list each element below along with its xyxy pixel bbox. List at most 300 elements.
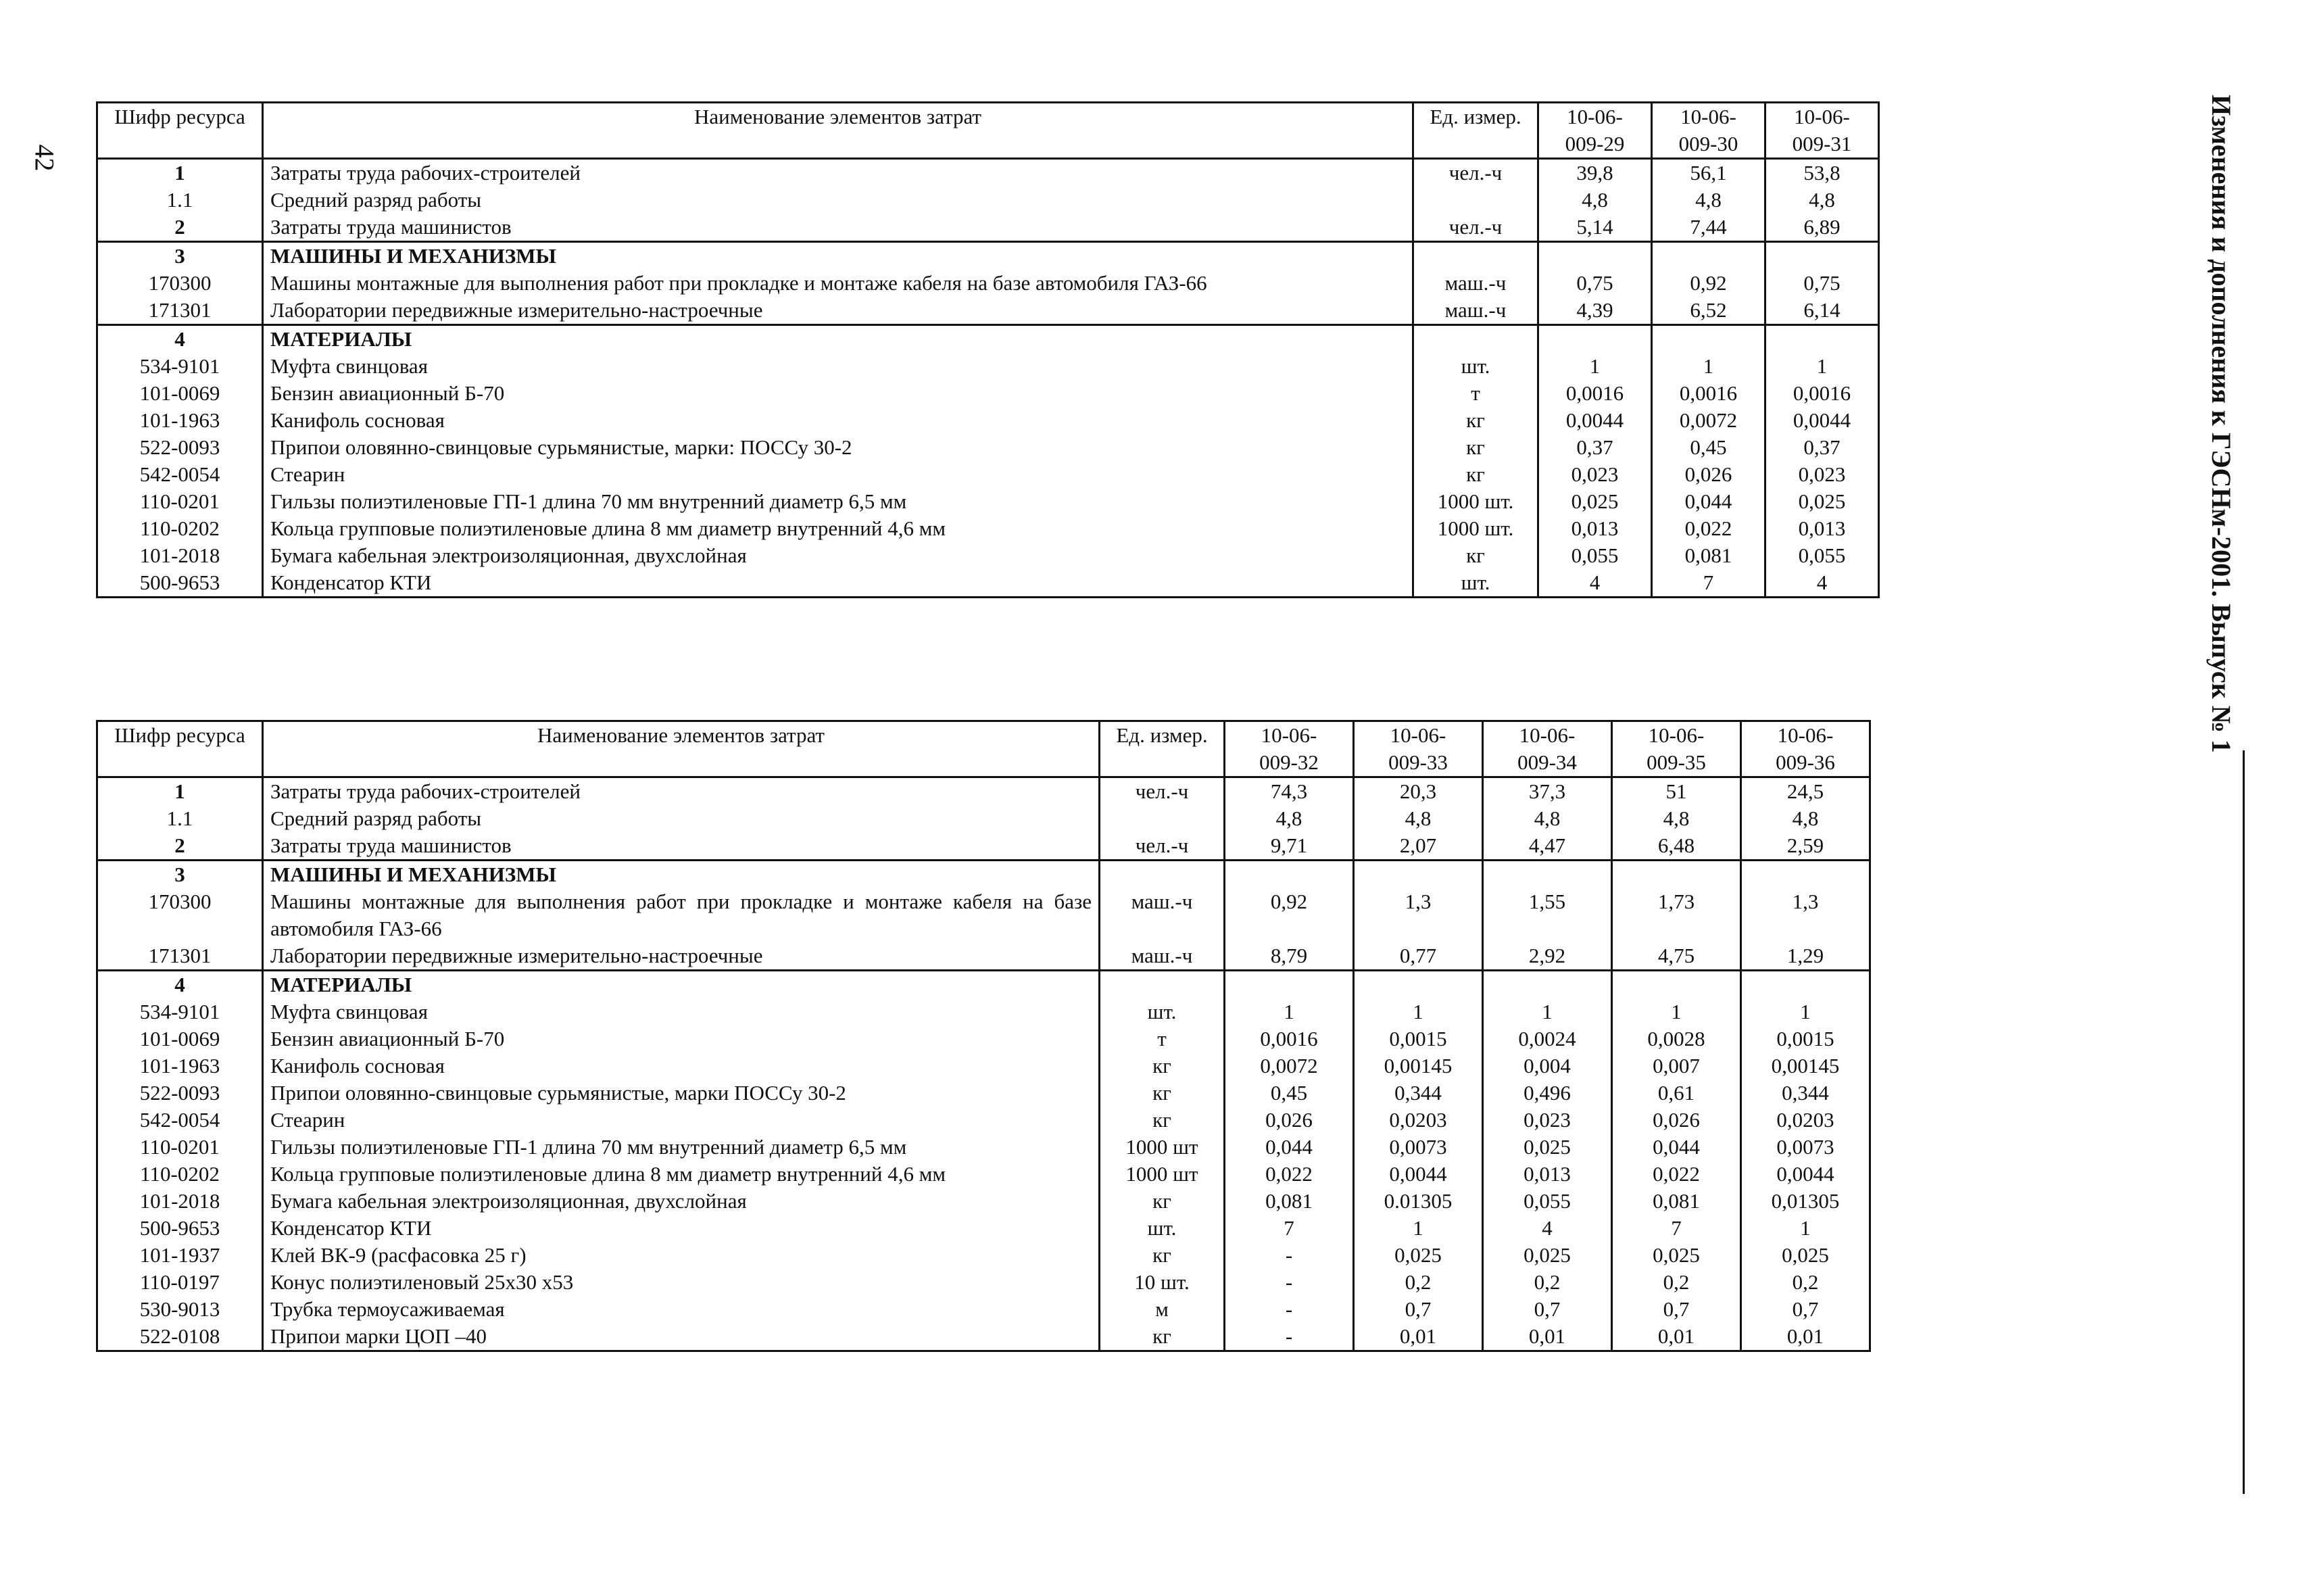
norm-value: - <box>1225 1242 1354 1269</box>
norm-value: 51 <box>1612 777 1741 806</box>
resource-code: 522-0093 <box>97 434 263 461</box>
header-unit: Ед. измер. <box>1100 721 1225 777</box>
unit-of-measure: кг <box>1100 1080 1225 1107</box>
norm-value: 0,00145 <box>1354 1053 1483 1080</box>
norm-value: 0,92 <box>1652 270 1765 297</box>
norm-value: 7 <box>1612 1215 1741 1242</box>
table-row <box>97 1215 1870 1242</box>
norm-value: 0,0073 <box>1354 1134 1483 1161</box>
norm-value: 0,0016 <box>1765 380 1879 407</box>
resource-code: 4 <box>97 971 263 999</box>
norm-value: 0,2 <box>1354 1269 1483 1296</box>
cost-element-name: Гильзы полиэтиленовые ГП-1 длина 70 мм внутренний диаметр 6,5 мм <box>263 488 1413 515</box>
section-row <box>97 242 1879 270</box>
norm-value: 0,055 <box>1765 542 1879 569</box>
cost-element-name: МАШИНЫ И МЕХАНИЗМЫ <box>263 242 1413 270</box>
unit-of-measure: 1000 шт. <box>1413 515 1538 542</box>
norm-value: 0,37 <box>1765 434 1879 461</box>
norm-value: 0,044 <box>1225 1134 1354 1161</box>
norm-value: - <box>1225 1323 1354 1351</box>
unit-of-measure: шт. <box>1100 1215 1225 1242</box>
cost-element-name: Конус полиэтиленовый 25х30 х53 <box>263 1269 1100 1296</box>
norm-value <box>1483 861 1612 889</box>
cost-element-name: Лаборатории передвижные измерительно-настроечные <box>263 942 1100 971</box>
cost-element-name: Затраты труда рабочих-строителей <box>263 777 1100 806</box>
unit-of-measure: т <box>1413 380 1538 407</box>
unit-of-measure: 1000 шт. <box>1413 488 1538 515</box>
table-row <box>97 542 1879 569</box>
norm-value: 1 <box>1652 353 1765 380</box>
norm-value <box>1741 971 1870 999</box>
unit-of-measure: чел.-ч <box>1100 832 1225 861</box>
table-row <box>97 515 1879 542</box>
norm-value: 1,3 <box>1354 888 1483 942</box>
table-row <box>97 214 1879 242</box>
norm-value: 0,026 <box>1612 1107 1741 1134</box>
norm-value: 2,59 <box>1741 832 1870 861</box>
resource-code: 2 <box>97 832 263 861</box>
cost-element-name: Машины монтажные для выполнения работ при прокладке и монтаже кабеля на базе автомобиля ГАЗ-66 <box>263 270 1413 297</box>
table-row <box>97 1323 1870 1351</box>
cost-element-name: Конденсатор КТИ <box>263 1215 1100 1242</box>
resource-code: 110-0197 <box>97 1269 263 1296</box>
resource-code: 170300 <box>97 888 263 942</box>
norm-value <box>1612 971 1741 999</box>
header-name: Наименование элементов затрат <box>263 721 1100 777</box>
norm-value: 4,8 <box>1225 805 1354 832</box>
table-row <box>97 1269 1870 1296</box>
resource-code: 522-0093 <box>97 1080 263 1107</box>
page-number: 42 <box>29 144 60 172</box>
table-row <box>97 1296 1870 1323</box>
norm-value <box>1483 971 1612 999</box>
norm-value: 0,055 <box>1538 542 1652 569</box>
norm-value: 0,7 <box>1354 1296 1483 1323</box>
norm-value: 0,0016 <box>1652 380 1765 407</box>
unit-of-measure: 10 шт. <box>1100 1269 1225 1296</box>
cost-element-name: МАШИНЫ И МЕХАНИЗМЫ <box>263 861 1100 889</box>
cost-element-name: Затраты труда рабочих-строителей <box>263 159 1413 187</box>
unit-of-measure: кг <box>1413 434 1538 461</box>
norm-value <box>1765 242 1879 270</box>
norm-value: 0,025 <box>1354 1242 1483 1269</box>
resource-code: 500-9653 <box>97 569 263 598</box>
table-row <box>97 888 1870 942</box>
resource-code: 170300 <box>97 270 263 297</box>
unit-of-measure <box>1100 805 1225 832</box>
table-row <box>97 1107 1870 1134</box>
unit-of-measure: кг <box>1413 542 1538 569</box>
norm-value: 0,7 <box>1483 1296 1612 1323</box>
unit-of-measure: 1000 шт <box>1100 1134 1225 1161</box>
unit-of-measure: шт. <box>1100 998 1225 1025</box>
running-header <box>2197 95 2251 757</box>
norm-value: 0,022 <box>1652 515 1765 542</box>
norm-value: 0,01305 <box>1741 1188 1870 1215</box>
resource-code: 171301 <box>97 297 263 325</box>
norm-value <box>1652 325 1765 354</box>
header-unit: Ед. измер. <box>1413 103 1538 159</box>
norm-value: 0,0203 <box>1354 1107 1483 1134</box>
norm-value: 0,022 <box>1225 1161 1354 1188</box>
resource-code: 522-0108 <box>97 1323 263 1351</box>
norm-value: 4 <box>1483 1215 1612 1242</box>
resource-code: 534-9101 <box>97 998 263 1025</box>
cost-element-name: Затраты труда машинистов <box>263 214 1413 242</box>
norm-value: 4,8 <box>1538 187 1652 214</box>
norm-value: 4,8 <box>1652 187 1765 214</box>
resource-code: 2 <box>97 214 263 242</box>
norm-value: 0,007 <box>1612 1053 1741 1080</box>
resource-code: 110-0202 <box>97 515 263 542</box>
resource-code: 1 <box>97 159 263 187</box>
table-row <box>97 832 1870 861</box>
norm-value: 4,8 <box>1483 805 1612 832</box>
norm-value: 56,1 <box>1652 159 1765 187</box>
header-col: 10-06- 009-30 <box>1652 103 1765 159</box>
norm-value: 53,8 <box>1765 159 1879 187</box>
resource-code: 534-9101 <box>97 353 263 380</box>
table-row <box>97 488 1879 515</box>
norm-value: 0,013 <box>1538 515 1652 542</box>
unit-of-measure: шт. <box>1413 569 1538 598</box>
norm-value: 0,0044 <box>1538 407 1652 434</box>
norm-value: 0,7 <box>1612 1296 1741 1323</box>
norm-value: 1 <box>1354 998 1483 1025</box>
resource-code: 4 <box>97 325 263 354</box>
norm-value: 6,48 <box>1612 832 1741 861</box>
unit-of-measure <box>1100 861 1225 889</box>
norm-value: 0,2 <box>1612 1269 1741 1296</box>
section-row <box>97 971 1870 999</box>
unit-of-measure: маш.-ч <box>1100 942 1225 971</box>
norm-value: 2,07 <box>1354 832 1483 861</box>
cost-element-name: Бензин авиационный Б-70 <box>263 380 1413 407</box>
table-row <box>97 159 1879 187</box>
cost-element-name: Стеарин <box>263 1107 1100 1134</box>
table-row <box>97 461 1879 488</box>
norm-value: 7 <box>1652 569 1765 598</box>
cost-element-name: Трубка термоусаживаемая <box>263 1296 1100 1323</box>
unit-of-measure: т <box>1100 1025 1225 1053</box>
resource-code: 101-1963 <box>97 1053 263 1080</box>
resource-code: 171301 <box>97 942 263 971</box>
table-row <box>97 407 1879 434</box>
cost-element-name: МАТЕРИАЛЫ <box>263 971 1100 999</box>
resource-code: 530-9013 <box>97 1296 263 1323</box>
norm-value: 1 <box>1612 998 1741 1025</box>
header-col: 10-06- 009-33 <box>1354 721 1483 777</box>
unit-of-measure <box>1413 325 1538 354</box>
table-row <box>97 998 1870 1025</box>
norm-value: 0,0044 <box>1741 1161 1870 1188</box>
cost-element-name: Кольца групповые полиэтиленовые длина 8 мм диаметр внутренний 4,6 мм <box>263 515 1413 542</box>
section-row <box>97 325 1879 354</box>
resource-code: 101-1963 <box>97 407 263 434</box>
norm-value <box>1225 861 1354 889</box>
table-row <box>97 187 1879 214</box>
norm-value: 0,055 <box>1483 1188 1612 1215</box>
norm-value: 0,0024 <box>1483 1025 1612 1053</box>
norm-value: 0,0044 <box>1765 407 1879 434</box>
norm-value: 4,47 <box>1483 832 1612 861</box>
resource-code: 500-9653 <box>97 1215 263 1242</box>
unit-of-measure: чел.-ч <box>1413 214 1538 242</box>
table-row <box>97 805 1870 832</box>
unit-of-measure: кг <box>1413 407 1538 434</box>
norm-value: 0,023 <box>1538 461 1652 488</box>
cost-element-name: Муфта свинцовая <box>263 353 1413 380</box>
resource-code: 542-0054 <box>97 461 263 488</box>
norm-value: 4,75 <box>1612 942 1741 971</box>
table-row <box>97 297 1879 325</box>
unit-of-measure: чел.-ч <box>1413 159 1538 187</box>
resource-code: 101-0069 <box>97 1025 263 1053</box>
norm-value: 6,52 <box>1652 297 1765 325</box>
cost-element-name: Гильзы полиэтиленовые ГП-1 длина 70 мм внутренний диаметр 6,5 мм <box>263 1134 1100 1161</box>
norm-value <box>1741 861 1870 889</box>
norm-value: 7 <box>1225 1215 1354 1242</box>
norm-value: 0,344 <box>1741 1080 1870 1107</box>
norm-value: 6,14 <box>1765 297 1879 325</box>
table-row <box>97 569 1879 598</box>
cost-element-name: Муфта свинцовая <box>263 998 1100 1025</box>
norm-value: 0,004 <box>1483 1053 1612 1080</box>
table-row <box>97 1134 1870 1161</box>
cost-element-name: Средний разряд работы <box>263 805 1100 832</box>
cost-element-name: Средний разряд работы <box>263 187 1413 214</box>
norm-value: 1 <box>1225 998 1354 1025</box>
norm-value: 2,92 <box>1483 942 1612 971</box>
header-col: 10-06- 009-34 <box>1483 721 1612 777</box>
norm-value <box>1538 242 1652 270</box>
table-row <box>97 434 1879 461</box>
norm-value: 0,45 <box>1225 1080 1354 1107</box>
norm-value: 1 <box>1354 1215 1483 1242</box>
unit-of-measure: кг <box>1100 1242 1225 1269</box>
resource-table-1 <box>96 101 1880 598</box>
table-header-row <box>97 103 1879 159</box>
table-row <box>97 1025 1870 1053</box>
resource-code: 110-0202 <box>97 1161 263 1188</box>
norm-value: 0,2 <box>1483 1269 1612 1296</box>
unit-of-measure <box>1413 242 1538 270</box>
norm-value: 24,5 <box>1741 777 1870 806</box>
norm-value: 0,025 <box>1483 1134 1612 1161</box>
margin-rule <box>2243 750 2245 1494</box>
norm-value: 0,77 <box>1354 942 1483 971</box>
norm-value: 0,01 <box>1741 1323 1870 1351</box>
norm-value: 4,8 <box>1354 805 1483 832</box>
unit-of-measure: м <box>1100 1296 1225 1323</box>
norm-value: 0,023 <box>1483 1107 1612 1134</box>
norm-value: 0,023 <box>1765 461 1879 488</box>
norm-value: - <box>1225 1296 1354 1323</box>
norm-value: 4 <box>1765 569 1879 598</box>
unit-of-measure: кг <box>1100 1188 1225 1215</box>
norm-value <box>1612 861 1741 889</box>
norm-value: 0,75 <box>1538 270 1652 297</box>
norm-value: 0,0015 <box>1741 1025 1870 1053</box>
unit-of-measure: маш.-ч <box>1413 270 1538 297</box>
norm-value: 0,0072 <box>1652 407 1765 434</box>
resource-code: 101-0069 <box>97 380 263 407</box>
norm-value: 0,026 <box>1225 1107 1354 1134</box>
norm-value: 0,0203 <box>1741 1107 1870 1134</box>
resource-code: 1 <box>97 777 263 806</box>
table-header-row <box>97 721 1870 777</box>
norm-value: 0,00145 <box>1741 1053 1870 1080</box>
unit-of-measure: маш.-ч <box>1100 888 1225 942</box>
norm-value: 0,75 <box>1765 270 1879 297</box>
norm-value: 74,3 <box>1225 777 1354 806</box>
norm-value: 0,0015 <box>1354 1025 1483 1053</box>
norm-value: 0,044 <box>1652 488 1765 515</box>
norm-value: 0,01 <box>1612 1323 1741 1351</box>
norm-value: 0,013 <box>1483 1161 1612 1188</box>
norm-value: 4,39 <box>1538 297 1652 325</box>
header-code: Шифр ресурса <box>97 721 263 777</box>
norm-value: 0,0028 <box>1612 1025 1741 1053</box>
norm-value: 37,3 <box>1483 777 1612 806</box>
cost-element-name: Припои оловянно-свинцовые сурьмянистые, марки ПОССу 30-2 <box>263 1080 1100 1107</box>
cost-element-name: Лаборатории передвижные измерительно-настроечные <box>263 297 1413 325</box>
norm-value <box>1765 325 1879 354</box>
norm-value: 0,0016 <box>1225 1025 1354 1053</box>
norm-value <box>1538 325 1652 354</box>
norm-value: 4,8 <box>1765 187 1879 214</box>
norm-value: 1 <box>1741 1215 1870 1242</box>
resource-code: 3 <box>97 861 263 889</box>
norm-value: 0,025 <box>1612 1242 1741 1269</box>
table-row <box>97 1188 1870 1215</box>
norm-value: 0,344 <box>1354 1080 1483 1107</box>
norm-value <box>1354 861 1483 889</box>
cost-element-name: Клей ВК-9 (расфасовка 25 г) <box>263 1242 1100 1269</box>
norm-value: 0,025 <box>1483 1242 1612 1269</box>
norm-value: 0,92 <box>1225 888 1354 942</box>
norm-value: 4,8 <box>1741 805 1870 832</box>
norm-value: 0,081 <box>1225 1188 1354 1215</box>
cost-element-name: Бензин авиационный Б-70 <box>263 1025 1100 1053</box>
table-row <box>97 353 1879 380</box>
resource-table-2 <box>96 720 1871 1352</box>
norm-value <box>1225 971 1354 999</box>
unit-of-measure <box>1413 187 1538 214</box>
norm-value: 0,081 <box>1612 1188 1741 1215</box>
norm-value: 1,73 <box>1612 888 1741 942</box>
norm-value: 1,29 <box>1741 942 1870 971</box>
cost-element-name: Бумага кабельная электроизоляционная, двухслойная <box>263 1188 1100 1215</box>
unit-of-measure <box>1100 971 1225 999</box>
table-row <box>97 942 1870 971</box>
unit-of-measure: 1000 шт <box>1100 1161 1225 1188</box>
norm-value: 0,0072 <box>1225 1053 1354 1080</box>
cost-element-name: Кольца групповые полиэтиленовые длина 8 мм диаметр внутренний 4,6 мм <box>263 1161 1100 1188</box>
resource-code: 1.1 <box>97 187 263 214</box>
cost-element-name: Припои оловянно-свинцовые сурьмянистые, марки: ПОССу 30-2 <box>263 434 1413 461</box>
table-body <box>97 159 1879 598</box>
header-code: Шифр ресурса <box>97 103 263 159</box>
norm-value: 0,496 <box>1483 1080 1612 1107</box>
cost-element-name: Затраты труда машинистов <box>263 832 1100 861</box>
table-row <box>97 1161 1870 1188</box>
table-row <box>97 1242 1870 1269</box>
cost-element-name: МАТЕРИАЛЫ <box>263 325 1413 354</box>
norm-value: 4 <box>1538 569 1652 598</box>
norm-value: 0,45 <box>1652 434 1765 461</box>
table-row <box>97 777 1870 806</box>
norm-value: 39,8 <box>1538 159 1652 187</box>
cost-element-name: Машины монтажные для выполнения работ при прокладке и монтаже кабеля на базе автомобиля ГАЗ-66 <box>263 888 1100 942</box>
resource-code: 110-0201 <box>97 1134 263 1161</box>
norm-value: 0,022 <box>1612 1161 1741 1188</box>
norm-value: 6,89 <box>1765 214 1879 242</box>
norm-value: 0,01 <box>1483 1323 1612 1351</box>
header-col: 10-06- 009-36 <box>1741 721 1870 777</box>
norm-value: 0,37 <box>1538 434 1652 461</box>
norm-value: 0,61 <box>1612 1080 1741 1107</box>
unit-of-measure: кг <box>1413 461 1538 488</box>
norm-value: 1,55 <box>1483 888 1612 942</box>
norm-value: 0,025 <box>1741 1242 1870 1269</box>
unit-of-measure: кг <box>1100 1107 1225 1134</box>
table-row <box>97 1080 1870 1107</box>
section-row <box>97 861 1870 889</box>
norm-value: 1,3 <box>1741 888 1870 942</box>
norm-value: 0,013 <box>1765 515 1879 542</box>
norm-value: 5,14 <box>1538 214 1652 242</box>
cost-element-name: Канифоль сосновая <box>263 1053 1100 1080</box>
norm-value: 0,0016 <box>1538 380 1652 407</box>
norm-value: 0,025 <box>1538 488 1652 515</box>
unit-of-measure: кг <box>1100 1053 1225 1080</box>
table-row <box>97 1053 1870 1080</box>
norm-value: 0,081 <box>1652 542 1765 569</box>
unit-of-measure: чел.-ч <box>1100 777 1225 806</box>
norm-value: - <box>1225 1269 1354 1296</box>
table-row <box>97 270 1879 297</box>
cost-element-name: Канифоль сосновая <box>263 407 1413 434</box>
cost-element-name: Конденсатор КТИ <box>263 569 1413 598</box>
unit-of-measure: шт. <box>1413 353 1538 380</box>
header-col: 10-06- 009-35 <box>1612 721 1741 777</box>
table-row <box>97 380 1879 407</box>
norm-value: 0,044 <box>1612 1134 1741 1161</box>
cost-element-name: Стеарин <box>263 461 1413 488</box>
norm-value: 20,3 <box>1354 777 1483 806</box>
resource-code: 1.1 <box>97 805 263 832</box>
norm-value: 8,79 <box>1225 942 1354 971</box>
norm-value <box>1652 242 1765 270</box>
norm-value: 0,025 <box>1765 488 1879 515</box>
header-col: 10-06- 009-32 <box>1225 721 1354 777</box>
norm-value <box>1354 971 1483 999</box>
header-col: 10-06- 009-31 <box>1765 103 1879 159</box>
norm-value: 1 <box>1538 353 1652 380</box>
norm-value: 1 <box>1741 998 1870 1025</box>
resource-code: 110-0201 <box>97 488 263 515</box>
norm-value: 0,01 <box>1354 1323 1483 1351</box>
resource-code: 101-2018 <box>97 542 263 569</box>
running-header-text: Изменения и дополнения к ГЭСНм-2001. Выпуск № 1 <box>2206 95 2237 753</box>
norm-value: 1 <box>1765 353 1879 380</box>
table-body <box>97 777 1870 1351</box>
norm-value: 0,0044 <box>1354 1161 1483 1188</box>
resource-code: 101-1937 <box>97 1242 263 1269</box>
norm-value: 9,71 <box>1225 832 1354 861</box>
resource-code: 101-2018 <box>97 1188 263 1215</box>
